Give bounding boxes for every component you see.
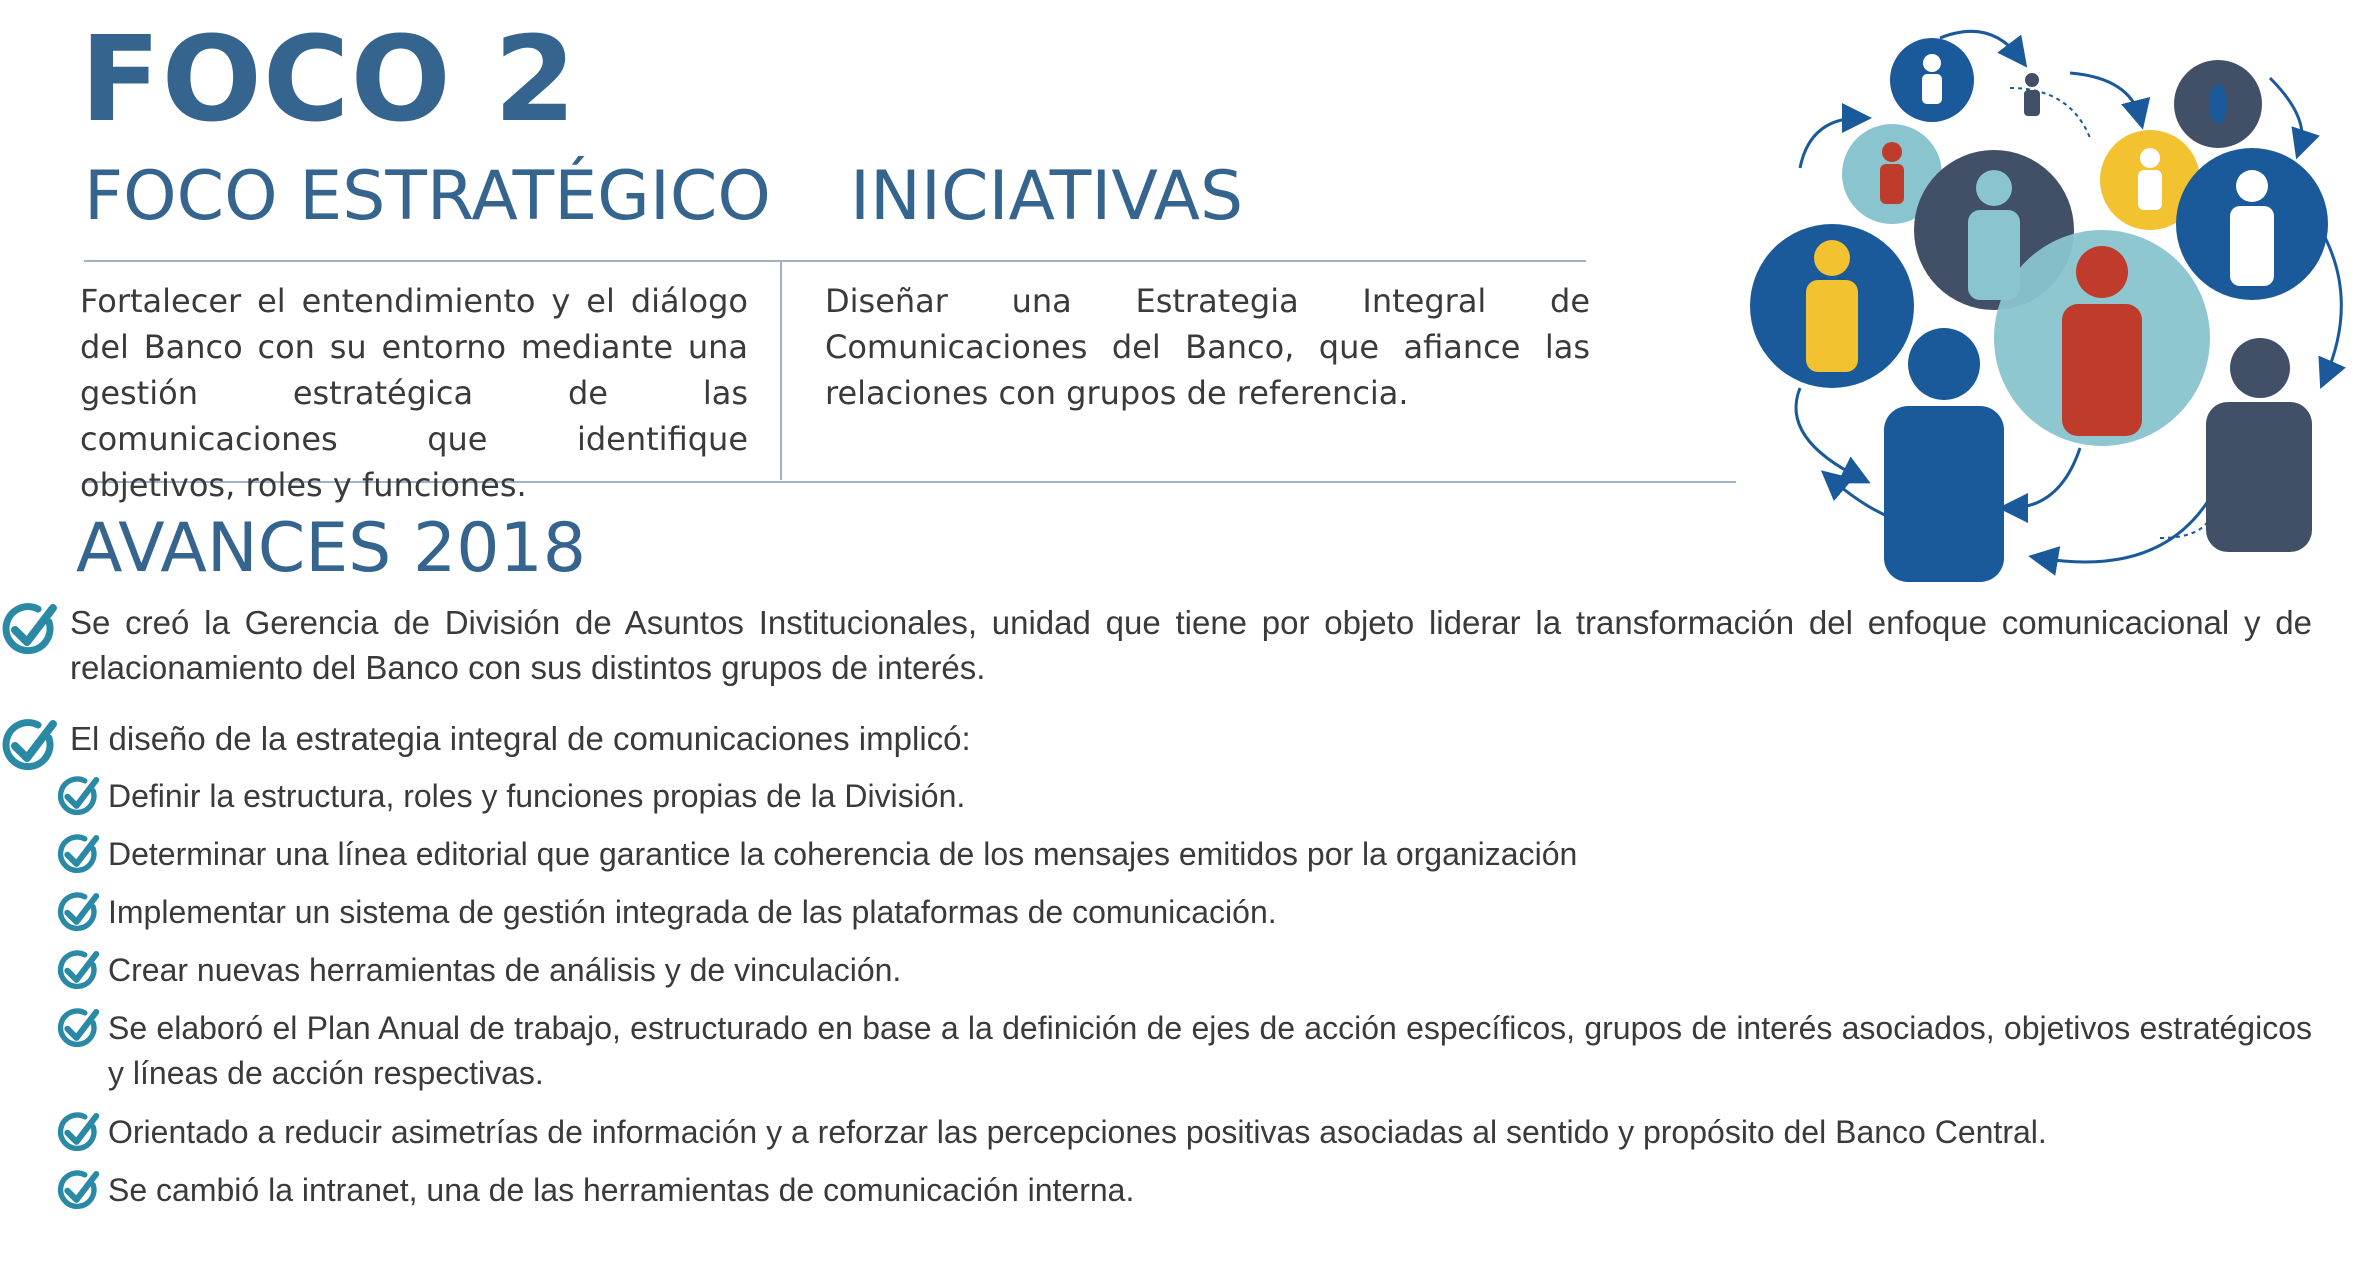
sub-list-item-text: Crear nuevas herramientas de análisis y de vinculación. [108,952,902,988]
list-item [0,600,2312,690]
checkmark-circle-icon [56,948,100,997]
list-item [0,716,2312,761]
sub-list-item [56,890,2312,935]
sub-list-item-text: Determinar una línea editorial que garantice la coherencia de los mensajes emitidos por la organización [108,836,1578,872]
checkmark-circle-icon [56,832,100,881]
iniciativas-heading: INICIATIVAS [850,157,1244,236]
page-title: FOCO 2 [80,10,578,148]
checkmark-circle-icon [56,1110,100,1159]
network-people-icon [1740,18,2360,593]
checkmark-circle-icon [0,600,58,663]
sub-list-item [56,948,2312,993]
list-item-text: Se creó la Gerencia de División de Asuntos Institucionales, unidad que tiene por objeto liderar la transformación del enfoque comunicacional y de relacionamiento del Banco con sus distintos grupos de interés. [70,604,2312,686]
sub-list-item [56,832,2312,877]
avances-heading: AVANCES 2018 [76,509,586,588]
column-divider [780,262,782,480]
checkmark-circle-icon [56,890,100,939]
sub-list-item [56,774,2312,819]
checkmark-circle-icon [0,716,58,779]
sub-list-item [56,1006,2312,1096]
sub-list-item-text: Orientado a reducir asimetrías de información y a reforzar las percepciones positivas asociadas al sentido y propósito del Banco Central. [108,1114,2047,1150]
sub-list-item-text: Definir la estructura, roles y funciones propias de la División. [108,778,966,814]
foco-estrategico-heading: FOCO ESTRATÉGICO [84,157,771,236]
sub-list-item-text: Se elaboró el Plan Anual de trabajo, estructurado en base a la definición de ejes de acción específicos, grupos de interés asociados, objetivos estratégicos y líneas de acción respectivas. [108,1010,2312,1091]
list-item-text: El diseño de la estrategia integral de comunicaciones implicó: [70,720,971,757]
sub-list-item-text: Implementar un sistema de gestión integrada de las plataformas de comunicación. [108,894,1277,930]
checkmark-circle-icon [56,1006,100,1055]
top-divider [84,260,1586,262]
sub-list-item-text: Se cambió la intranet, una de las herramientas de comunicación interna. [108,1172,1135,1208]
checkmark-circle-icon [56,774,100,823]
iniciativas-text: Diseñar una Estrategia Integral de Comunicaciones del Banco, que afiance las relaciones con grupos de referencia. [825,282,1590,412]
foco-estrategico-text: Fortalecer el entendimiento y el diálogo del Banco con su entorno mediante una gestión estratégica de las comunicaciones que identifique objetivos, roles y funciones. [80,282,748,504]
checkmark-circle-icon [56,1168,100,1217]
sub-list-item [56,1168,2312,1213]
sub-list-item [56,1110,2312,1155]
